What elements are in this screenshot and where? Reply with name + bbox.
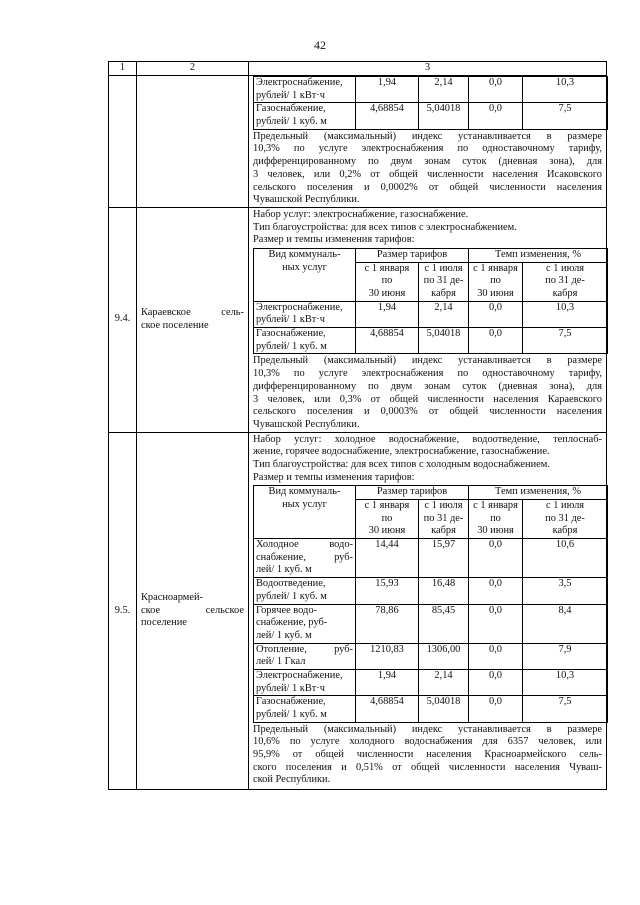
rate-jan-value: 0,0 (469, 328, 523, 354)
tariff-row (254, 669, 608, 695)
tariff-jan-value: 4,68854 (356, 103, 419, 129)
table-row (109, 432, 607, 790)
municipal-tariffs-table (108, 61, 607, 790)
row-number: 9.4. (109, 207, 137, 432)
rate-jul-value: 3,5 (523, 578, 608, 604)
change-rate-header: Темп изменения, % (469, 248, 608, 262)
tariff-jan-value: 78,86 (356, 604, 419, 643)
service-name: Электроснабжение, рублей/ 1 кВт·ч (254, 301, 356, 327)
tariff-jul-value: 85,45 (419, 604, 469, 643)
table-row (109, 207, 607, 432)
tariff-jan-value: 1,94 (356, 669, 419, 695)
page-number: 42 (314, 38, 326, 52)
tariff-jan-value: 1,94 (356, 301, 419, 327)
tariff-jan-value: 1210,83 (356, 643, 419, 669)
rate-jan-value: 0,0 (469, 539, 523, 578)
tariff-jul-value: 16,48 (419, 578, 469, 604)
tariff-jul-value: 5,04018 (419, 103, 469, 129)
continuation-cell (249, 76, 607, 208)
tariff-row (254, 696, 608, 722)
tariff-jan-value: 4,68854 (356, 696, 419, 722)
tariff-jul-value: 5,04018 (419, 696, 469, 722)
rate-jan-value: 0,0 (469, 604, 523, 643)
period-jul-header: с 1 июля по 31 де- кабря (419, 500, 469, 539)
change-rate-header: Темп изменения, % (469, 486, 608, 500)
tariff-row (254, 103, 608, 129)
rate-jul-value: 10,6 (523, 539, 608, 578)
rate-jan-value: 0,0 (469, 669, 523, 695)
max-index-note: Предельный (максимальный) индекс устанавливается в размере 10,6% по услуге холодного водоснабжения для 6357 человек, или 95,9% от общей численности населения Красноармейского сель- ского поселения и 0,51% от общей численности населения Чуваш- ской Республики. (253, 723, 602, 786)
column-number-row (109, 62, 607, 76)
period-jan-header: с 1 января по 30 июня (469, 500, 523, 539)
rate-jul-value: 7,5 (523, 696, 608, 722)
service-name: Газоснабжение, рублей/ 1 куб. м (254, 328, 356, 354)
table-row (109, 76, 607, 208)
rate-jan-value: 0,0 (469, 578, 523, 604)
services-intro: Набор услуг: холодное водоснабжение, водоотведение, теплоснаб- жение, горячее водоснабжение, электроснабжение, газоснабжение. Тип благоустройства: для всех типов с холодным водоснабжением. Размер и темпы изменения тарифов: (253, 433, 602, 483)
service-type-header: Вид коммуналь- ных услуг (254, 248, 356, 301)
column-number-3: 3 (249, 62, 607, 76)
service-name: Водоотведение, рублей/ 1 куб. м (254, 578, 356, 604)
rate-jul-value: 7,5 (523, 103, 608, 129)
period-jul-header: с 1 июля по 31 де- кабря (523, 500, 608, 539)
services-intro: Набор услуг: электроснабжение, газоснабжение. Тип благоустройства: для всех типов с электроснабжением. Размер и темпы изменения тарифов: (253, 208, 517, 246)
settlement-name: Караевское сель- ское поселение (137, 207, 249, 432)
subtable-header (254, 248, 608, 262)
service-type-header: Вид коммуналь- ных услуг (254, 486, 356, 539)
settlement-details (249, 207, 607, 432)
period-jan-header: с 1 января по 30 июня (469, 262, 523, 301)
tariff-jan-value: 15,93 (356, 578, 419, 604)
rate-jan-value: 0,0 (469, 643, 523, 669)
tariff-jul-value: 2,14 (419, 301, 469, 327)
tariff-row (254, 578, 608, 604)
max-index-note: Предельный (максимальный) индекс устанавливается в размере 10,3% по услуге электроснабжения по одноставочному тарифу, дифференцированному по двум зонам суток (дневная зона), для 3 человек, или 0,2% от общей численности населения Исаковского сельского поселения и 0,0002% от общей численности населения Чувашской Республики. (253, 130, 602, 206)
service-name: Холодное водо- снабжение, руб- лей/ 1 куб. м (254, 539, 356, 578)
tariff-jan-value: 1,94 (356, 77, 419, 103)
tariff-row (254, 643, 608, 669)
column-number-2: 2 (137, 62, 249, 76)
rate-jul-value: 10,3 (523, 669, 608, 695)
tariff-jul-value: 2,14 (419, 669, 469, 695)
tariff-subtable (253, 248, 608, 355)
tariff-jul-value: 5,04018 (419, 328, 469, 354)
subtable-header (254, 486, 608, 500)
tariff-row (254, 328, 608, 354)
rate-jan-value: 0,0 (469, 301, 523, 327)
tariff-jul-value: 1306,00 (419, 643, 469, 669)
tariff-row (254, 301, 608, 327)
rate-jan-value: 0,0 (469, 103, 523, 129)
service-name: Горячее водо- снабжение, руб- лей/ 1 куб. м (254, 604, 356, 643)
tariff-subtable (253, 485, 608, 722)
period-jan-header: с 1 января по 30 июня (356, 500, 419, 539)
period-jul-header: с 1 июля по 31 де- кабря (523, 262, 608, 301)
tariff-subtable (253, 76, 608, 130)
service-name: Электроснабжение, рублей/ 1 кВт·ч (254, 669, 356, 695)
rate-jul-value: 8,4 (523, 604, 608, 643)
rate-jan-value: 0,0 (469, 77, 523, 103)
service-name: Отопление, руб- лей/ 1 Гкал (254, 643, 356, 669)
tariff-row (254, 77, 608, 103)
tariff-jan-value: 4,68854 (356, 328, 419, 354)
service-name: Газоснабжение, рублей/ 1 куб. м (254, 696, 356, 722)
column-number-1: 1 (109, 62, 137, 76)
settlement-details (249, 432, 607, 790)
settlement-name: Красноармей- ское сельское поселение (137, 432, 249, 790)
row-number: 9.5. (109, 432, 137, 790)
tariff-row (254, 604, 608, 643)
tariff-jul-value: 2,14 (419, 77, 469, 103)
period-jan-header: с 1 января по 30 июня (356, 262, 419, 301)
service-name: Электроснабжение, рублей/ 1 кВт·ч (254, 77, 356, 103)
tariff-size-header: Размер тарифов (356, 486, 469, 500)
max-index-note: Предельный (максимальный) индекс устанавливается в размере 10,3% по услуге электроснабжения по одноставочному тарифу, дифференцированному по двум зонам суток (дневная зона), для 3 человек, или 0,3% от общей численности населения Караевского сельского поселения и 0,0003% от общей численности населения Чувашской Республики. (253, 355, 602, 430)
period-jul-header: с 1 июля по 31 де- кабря (419, 262, 469, 301)
tariff-row (254, 539, 608, 578)
rate-jul-value: 10,3 (523, 77, 608, 103)
rate-jul-value: 7,5 (523, 328, 608, 354)
tariff-jul-value: 15,97 (419, 539, 469, 578)
rate-jul-value: 10,3 (523, 301, 608, 327)
rate-jul-value: 7,9 (523, 643, 608, 669)
tariff-jan-value: 14,44 (356, 539, 419, 578)
rate-jan-value: 0,0 (469, 696, 523, 722)
service-name: Газоснабжение, рублей/ 1 куб. м (254, 103, 356, 129)
tariff-size-header: Размер тарифов (356, 248, 469, 262)
